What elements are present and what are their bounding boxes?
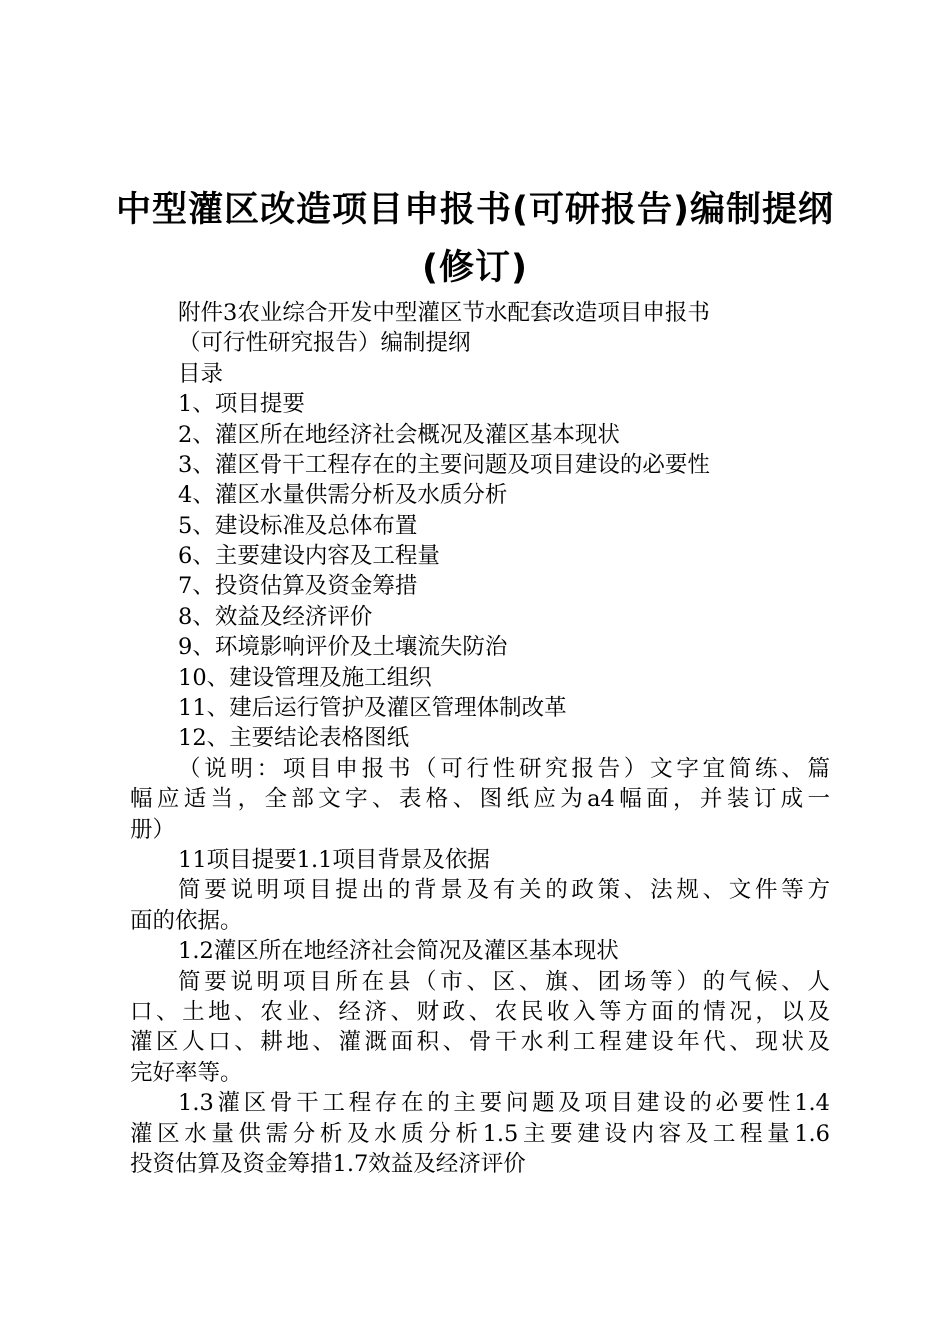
toc-item: 2、灌区所在地经济社会概况及灌区基本现状 bbox=[178, 422, 620, 448]
toc-heading: 目录 bbox=[178, 361, 224, 387]
body-paragraph: 完好率等。 bbox=[130, 1060, 243, 1086]
document-title-line1: 中型灌区改造项目申报书(可研报告)编制提纲 bbox=[116, 190, 834, 230]
toc-item: 4、灌区水量供需分析及水质分析 bbox=[178, 482, 508, 508]
section-heading: 投资估算及资金筹措1.7效益及经济评价 bbox=[130, 1151, 526, 1177]
toc-item: 3、灌区骨干工程存在的主要问题及项目建设的必要性 bbox=[178, 452, 710, 478]
note-paragraph: 幅应适当，全部文字、表格、图纸应为a4幅面，并装订成一 bbox=[130, 786, 830, 812]
body-paragraph: 面的依据。 bbox=[130, 908, 243, 934]
section-heading: 1.3灌区骨干工程存在的主要问题及项目建设的必要性1.4 bbox=[178, 1090, 830, 1116]
document-title-line2: (修订) bbox=[422, 248, 528, 288]
body-paragraph: 口、土地、农业、经济、财政、农民收入等方面的情况，以及 bbox=[130, 999, 830, 1025]
toc-item: 10、建设管理及施工组织 bbox=[178, 665, 432, 691]
note-paragraph: 册） bbox=[130, 817, 176, 843]
section-heading: 11项目提要1.1项目背景及依据 bbox=[178, 847, 490, 873]
toc-item: 6、主要建设内容及工程量 bbox=[178, 543, 440, 569]
toc-item: 9、环境影响评价及土壤流失防治 bbox=[178, 634, 508, 660]
attachment-heading: 附件3农业综合开发中型灌区节水配套改造项目申报书 bbox=[178, 300, 710, 326]
body-paragraph: 灌区人口、耕地、灌溉面积、骨干水利工程建设年代、现状及 bbox=[130, 1029, 830, 1055]
toc-item: 8、效益及经济评价 bbox=[178, 604, 373, 630]
toc-item: 1、项目提要 bbox=[178, 391, 305, 417]
section-heading: 灌区水量供需分析及水质分析1.5主要建设内容及工程量1.6 bbox=[130, 1121, 830, 1147]
toc-item: 12、主要结论表格图纸 bbox=[178, 725, 410, 751]
section-heading: 1.2灌区所在地经济社会简况及灌区基本现状 bbox=[178, 938, 619, 964]
body-paragraph: 简要说明项目提出的背景及有关的政策、法规、文件等方 bbox=[178, 877, 830, 903]
toc-item: 11、建后运行管护及灌区管理体制改革 bbox=[178, 695, 567, 721]
attachment-heading-cont: （可行性研究报告）编制提纲 bbox=[178, 330, 471, 356]
note-paragraph: （说明：项目申报书（可行性研究报告）文字宜简练、篇 bbox=[178, 756, 830, 782]
toc-item: 7、投资估算及资金筹措 bbox=[178, 573, 418, 599]
toc-item: 5、建设标准及总体布置 bbox=[178, 513, 418, 539]
body-paragraph: 简要说明项目所在县（市、区、旗、团场等）的气候、人 bbox=[178, 969, 830, 995]
